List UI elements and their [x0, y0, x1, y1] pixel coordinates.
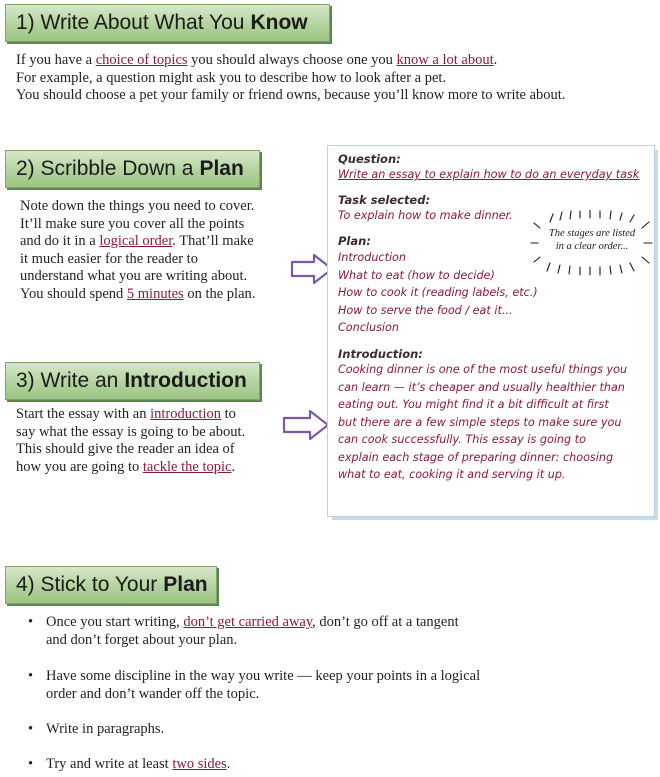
section-1-header	[5, 4, 330, 42]
plan-list	[338, 249, 538, 337]
choice-of-topics-link: choice of topics	[95, 52, 188, 68]
logical-order-link: logical order	[99, 233, 173, 249]
introduction-link: introduction	[150, 406, 221, 422]
section-1-number: 1)	[16, 11, 35, 34]
plan-item: How to serve the food / eat it...	[338, 303, 513, 317]
section-4-title-bold: Plan	[163, 573, 208, 596]
section-2-header	[5, 150, 260, 188]
plan-item: Introduction	[338, 251, 406, 264]
task-text: To explain how to make dinner.	[338, 209, 513, 222]
plan-item: What to eat (how to decide)	[338, 268, 495, 282]
plan-heading: Plan:	[338, 234, 371, 248]
dont-get-carried-away-link: don’t get carried away	[183, 614, 313, 630]
section-1-line-2: For example, a question might ask you to describe how to look after a pet.	[16, 69, 447, 86]
list-item: • Try and write at least two sides.	[46, 756, 646, 774]
section-3-body: Start the essay with an introduction to say what the essay is going to be about. This should give the reader an idea of how you are going to tackle the topic.	[16, 406, 246, 475]
plan-item: Conclusion	[338, 321, 399, 334]
section-2-title: Scribble Down a	[40, 157, 194, 180]
section-4-title: Stick to Your	[40, 573, 158, 596]
section-2-body: Note down the things you need to cover. It’ll make sure you cover all the points and do it in a logical order. That’ll make it much easier for the reader to understand what you are writing about. You should spend 5 minutes on the plan.	[20, 198, 256, 302]
plan-item: How to cook it (reading labels, etc.)	[338, 286, 538, 299]
section-3-title: Write an	[40, 369, 119, 392]
list-item: • Write in paragraphs.	[46, 721, 646, 739]
arrow-right-icon	[282, 408, 330, 442]
five-minutes-link: 5 minutes	[126, 285, 184, 302]
section-1-body	[16, 52, 656, 105]
know-a-lot-about-link: know a lot about	[396, 52, 494, 68]
list-item: • Once you start writing, don’t get carried away, don’t go off at a tangent and don’t forget about your plan.	[46, 614, 646, 649]
section-3-title-bold: Introduction	[124, 369, 247, 392]
section-3-number: 3)	[16, 369, 35, 392]
section-3-header	[5, 362, 260, 400]
section-4-number: 4)	[16, 573, 35, 596]
stages-callout: The stages are listed in a clear order...	[548, 228, 636, 252]
section-1-line-3: You should choose a pet your family or friend owns, because you’ll know more to write about.	[16, 87, 566, 103]
section-2-number: 2)	[16, 157, 35, 180]
task-heading: Task selected:	[338, 193, 431, 207]
introduction-heading: Introduction:	[338, 347, 423, 361]
section-4-header	[5, 566, 217, 604]
introduction-example: Cooking dinner is one of the most useful things you can learn — it’s cheaper and usually healthier than eating out. You might find it a bit difficult at first but there are a few simple steps to make sure you can cook successfully. This essay is going to explain each stage of preparing dinner: choosing what to eat, cooking it and serving it up.	[338, 363, 628, 481]
section-1-title: Write About What You	[40, 11, 245, 34]
tackle-the-topic-link: tackle the topic	[142, 458, 232, 475]
section-2-title-bold: Plan	[199, 157, 244, 180]
section-1-line-1: If you have a choice of topics you should always choose one you know a lot about.	[16, 52, 498, 68]
question-text: Write an essay to explain how to do an everyday task	[338, 168, 640, 181]
two-sides-link: two sides	[172, 756, 227, 772]
question-heading: Question:	[338, 152, 401, 166]
section-1-title-bold: Know	[250, 11, 308, 34]
list-item: • Have some discipline in the way you write — keep your points in a logical order and don’t wander off the topic.	[46, 668, 646, 703]
